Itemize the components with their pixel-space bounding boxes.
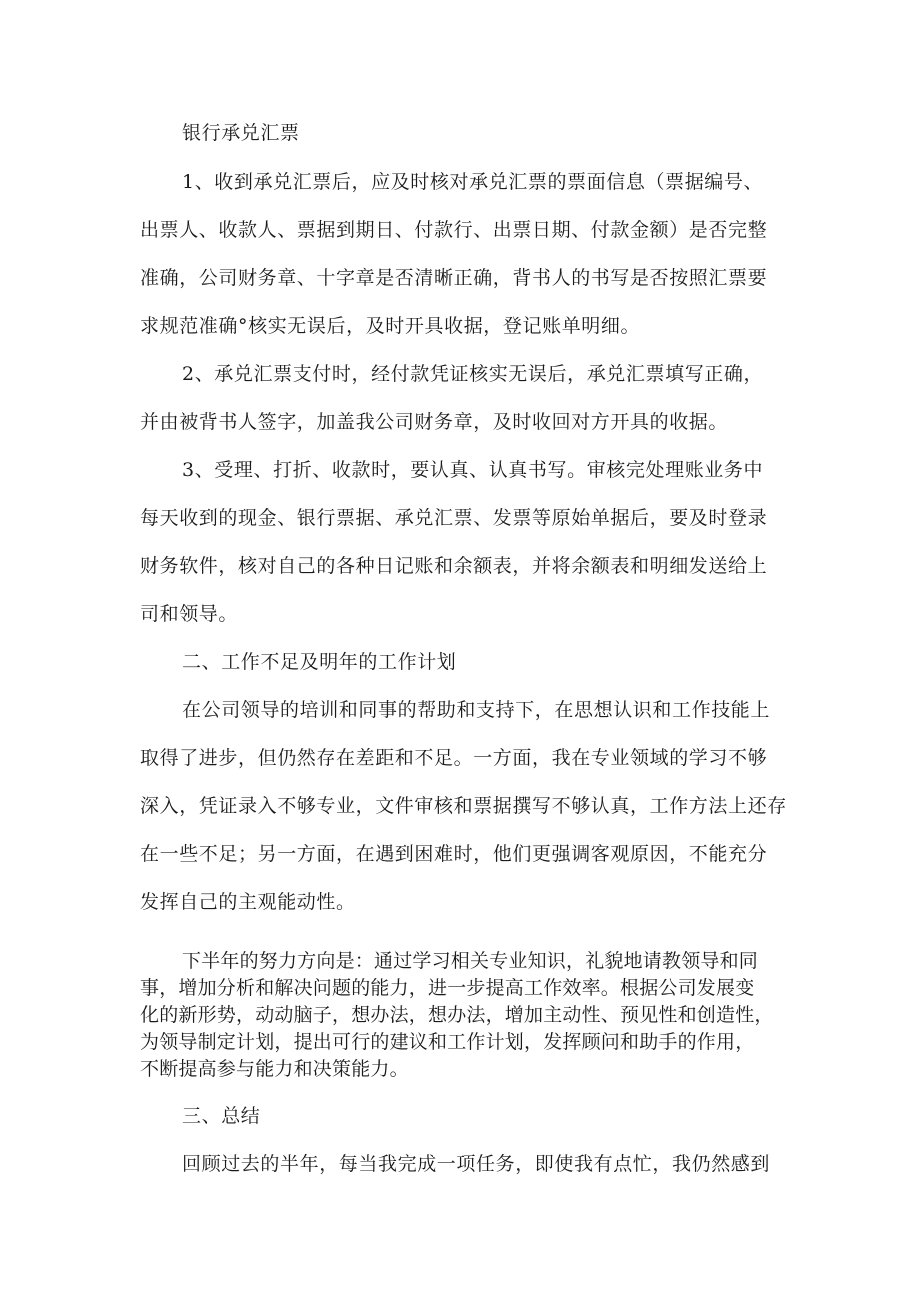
paragraph-4-line-3: 深入，凭证录入不够专业，文件审核和票据撰写不够认真，工作方法上还存	[140, 795, 787, 817]
document-heading: 银行承兑汇票	[182, 122, 300, 144]
paragraph-5-line-5: 不断提高参与能力和决策能力。	[140, 1058, 409, 1080]
paragraph-4-line-1: 在公司领导的培训和同事的帮助和支持下，在思想认识和工作技能上	[182, 699, 771, 721]
paragraph-1-line-2: 出票人、收款人、票据到期日、付款行、出票日期、付款金额）是否完整	[140, 219, 768, 241]
paragraph-5-line-1: 下半年的努力方向是：通过学习相关专业知识，礼貌地请教领导和同	[182, 950, 759, 972]
paragraph-1-line-3: 准确，公司财务章、十字章是否清晰正确，背书人的书写是否按照汇票要	[140, 267, 768, 289]
paragraph-5-line-2: 事，增加分析和解决问题的能力，进一步提高工作效率。根据公司发展变	[140, 977, 755, 999]
paragraph-4-line-5: 发挥自己的主观能动性。	[140, 891, 356, 913]
paragraph-5-line-3: 化的新形势，动动脑子，想办法，想办法，增加主动性、预见性和创造性，	[140, 1004, 774, 1026]
section-2-title: 二、工作不足及明年的工作计划	[182, 651, 457, 673]
paragraph-4-line-4: 在一些不足；另一方面，在遇到困难时，他们更强调客观原因，不能充分	[140, 843, 768, 865]
section-3-title: 三、总结	[182, 1105, 261, 1127]
paragraph-3-line-3: 财务软件，核对自己的各种日记账和余额表，并将余额表和明细发送给上	[140, 555, 768, 577]
paragraph-6-line-1: 回顾过去的半年，每当我完成一项任务，即使我有点忙，我仍然感到	[182, 1153, 771, 1175]
paragraph-2-line-2: 并由被背书人签字，加盖我公司财务章，及时收回对方开具的收据。	[140, 411, 729, 433]
paragraph-1-line-4: 求规范准确°核实无误后，及时开具收据，登记账单明细。	[140, 315, 641, 337]
paragraph-3-line-1: 3、受理、打折、收款时，要认真、认真书写。审核完处理账业务中	[182, 459, 764, 481]
paragraph-2-line-1: 2、承兑汇票支付时，经付款凭证核实无误后，承兑汇票填写正确，	[182, 363, 764, 385]
paragraph-1-line-1: 1、收到承兑汇票后，应及时核对承兑汇票的票面信息（票据编号、	[182, 171, 764, 193]
paragraph-3-line-2: 每天收到的现金、银行票据、承兑汇票、发票等原始单据后，要及时登录	[140, 507, 768, 529]
paragraph-4-line-2: 取得了进步，但仍然存在差距和不足。一方面，我在专业领域的学习不够	[140, 747, 768, 769]
paragraph-5-line-4: 为领导制定计划，提出可行的建议和工作计划，发挥顾问和助手的作用，	[140, 1031, 755, 1053]
paragraph-3-line-4: 司和领导。	[140, 603, 239, 625]
